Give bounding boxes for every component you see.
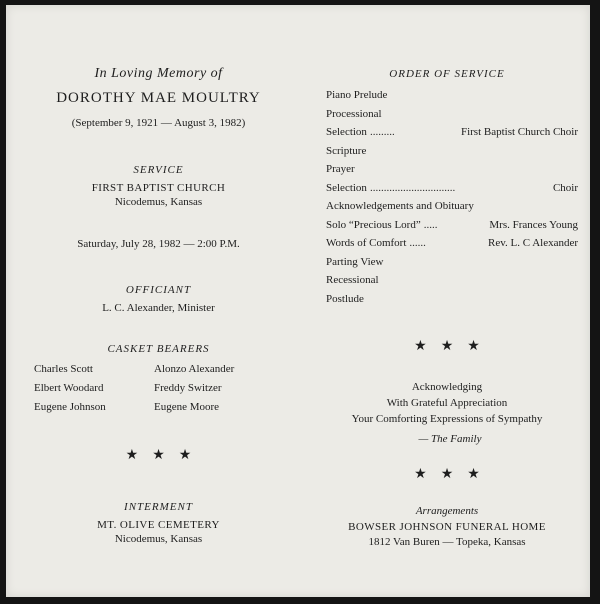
dot-leader: .....: [423, 219, 438, 231]
service-item-label: Processional: [326, 108, 382, 120]
bearer-name: Freddy Switzer: [154, 382, 222, 394]
casket-bearers-label: CASKET BEARERS: [107, 343, 210, 355]
service-item-performer: Choir: [552, 182, 578, 194]
service-item: [326, 274, 578, 286]
deceased-name: DOROTHY MAE MOULTRY: [56, 90, 261, 106]
cemetery-name: MT. OLIVE CEMETERY: [97, 519, 220, 531]
service-item-label: Prayer: [326, 163, 355, 175]
service-item-performer: Rev. L. C Alexander: [487, 237, 578, 249]
bearer-name: Eugene Johnson: [34, 401, 106, 413]
cemetery-location: Nicodemus, Kansas: [114, 533, 203, 545]
service-item: [326, 200, 578, 212]
service-item: [326, 256, 578, 268]
officiant-label: OFFICIANT: [125, 284, 192, 296]
memorial-program-page: [6, 5, 590, 597]
service-item-label: Solo “Precious Lord”: [326, 219, 421, 231]
service-item: [326, 237, 578, 249]
life-dates: (September 9, 1921 — August 3, 1982): [71, 117, 246, 129]
service-item: [326, 89, 578, 101]
officiant-name: L. C. Alexander, Minister: [102, 302, 215, 314]
star-divider-icon: ★★★: [414, 339, 494, 354]
star-divider-icon: ★★★: [414, 467, 494, 482]
service-item: [326, 219, 578, 231]
memory-heading: In Loving Memory of: [94, 66, 223, 81]
service-item-label: Selection: [326, 182, 367, 194]
service-item: [326, 293, 578, 305]
service-item-label: Parting View: [326, 256, 384, 268]
service-datetime: Saturday, July 28, 1982 — 2:00 P.M.: [77, 238, 240, 250]
service-item: [326, 145, 578, 157]
bearer-name: Elbert Woodard: [34, 382, 104, 394]
service-item-performer: Mrs. Frances Young: [489, 219, 578, 231]
dot-leader: ......: [409, 237, 426, 249]
order-of-service-label: ORDER OF SERVICE: [389, 68, 505, 80]
service-label: SERVICE: [133, 164, 184, 176]
service-item: [326, 126, 578, 138]
service-item: [326, 108, 578, 120]
funeral-home-address: 1812 Van Buren — Topeka, Kansas: [368, 536, 526, 548]
service-item-label: Acknowledgements and Obituary: [326, 200, 474, 212]
bearer-name: Alonzo Alexander: [154, 363, 235, 375]
funeral-home-name: BOWSER JOHNSON FUNERAL HOME: [348, 521, 546, 533]
service-item-label: Recessional: [326, 274, 379, 286]
bearer-name: Eugene Moore: [154, 401, 220, 413]
service-item-label: Postlude: [326, 293, 364, 305]
service-item-label: Selection: [326, 126, 367, 138]
church-location: Nicodemus, Kansas: [114, 196, 203, 208]
service-item: [326, 182, 578, 194]
dot-leader: .........: [369, 126, 395, 138]
star-divider-icon: ★★★: [125, 448, 206, 463]
acknowledgment-line: Your Comforting Expressions of Sympathy: [351, 413, 543, 425]
acknowledgment-line: With Grateful Appreciation: [386, 397, 508, 409]
church-name: FIRST BAPTIST CHURCH: [91, 182, 226, 194]
service-item-performer: First Baptist Church Choir: [460, 126, 578, 138]
service-item-label: Scripture: [326, 145, 367, 157]
dot-leader: ...............................: [369, 182, 456, 194]
service-item: [326, 163, 578, 175]
arrangements-label: Arrangements: [415, 505, 479, 517]
bearer-name: Charles Scott: [34, 363, 93, 375]
family-signature: — The Family: [418, 433, 482, 445]
service-item-label: Words of Comfort: [326, 237, 407, 249]
service-item-label: Piano Prelude: [326, 89, 388, 101]
interment-label: INTERMENT: [124, 501, 193, 513]
acknowledgment-line: Acknowledging: [411, 381, 483, 393]
